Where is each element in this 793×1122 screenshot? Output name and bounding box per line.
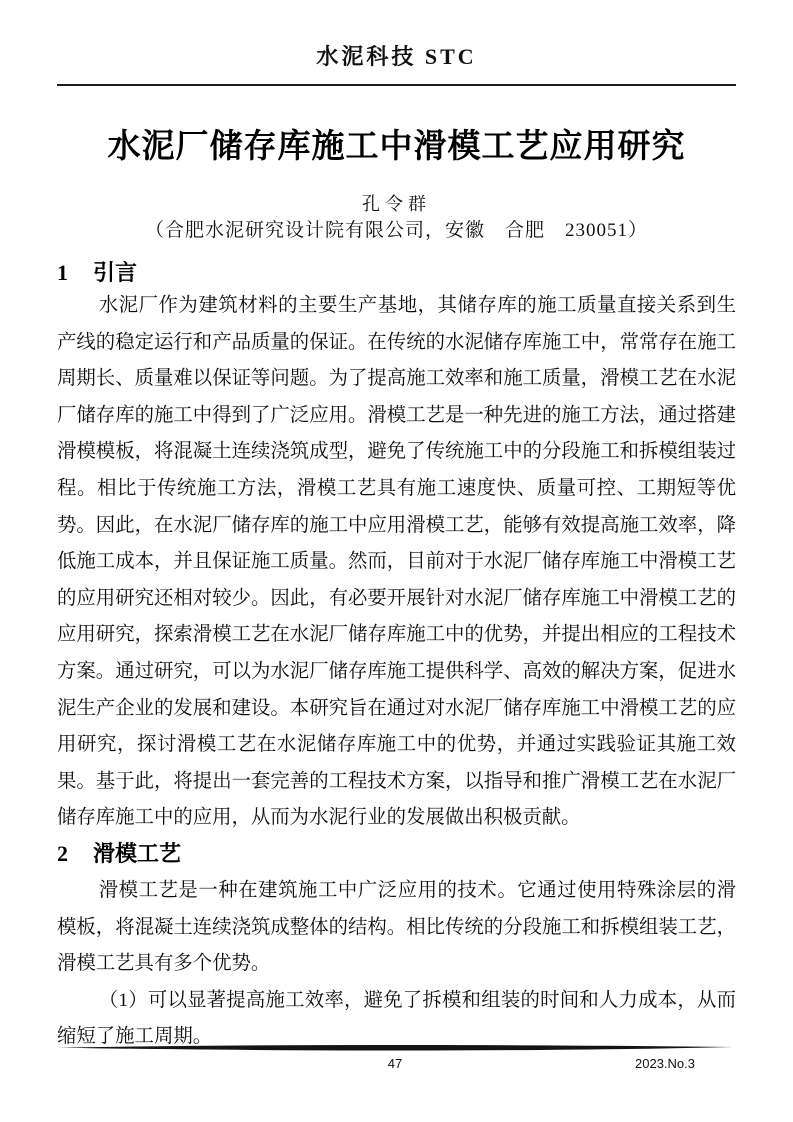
section-paragraph: （1）可以显著提高施工效率，避免了拆模和组装的时间和人力成本，从而缩短了施工周期。 (57, 989, 736, 1048)
page-footer (57, 1044, 733, 1072)
section-title: 引言 (93, 260, 138, 285)
section-paragraph: 滑模工艺是一种在建筑施工中广泛应用的技术。它通过使用特殊涂层的滑模板，将混凝土连续浇筑成整体的结构。相比传统的分段施工和拆模组装工艺，滑模工艺具有多个优势。 (57, 879, 736, 975)
section-title: 滑模工艺 (93, 840, 182, 866)
section-number: 2 (57, 840, 68, 866)
article-author: 孔令群 (362, 194, 431, 214)
footer-row (57, 1056, 733, 1072)
page-number: 47 (387, 1056, 403, 1071)
footer-rule (57, 1044, 733, 1052)
section-heading-2 (57, 839, 736, 869)
journal-masthead: 水泥科技 STC (316, 44, 477, 69)
issue-number: 2023.No.3 (635, 1056, 695, 1071)
article-affiliation: （合肥水泥研究设计院有限公司，安徽 合肥 230051） (144, 220, 648, 241)
article-title: 水泥厂储存库施工中滑模工艺应用研究 (107, 127, 686, 164)
section-heading-1 (57, 258, 736, 288)
header-rule (57, 84, 736, 86)
section-paragraph: 水泥厂作为建筑材料的主要生产基地，其储存库的施工质量直接关系到生产线的稳定运行和产品质量的保证。在传统的水泥储存库施工中，常常存在施工周期长、质量难以保证等问题。为了提高施工效率和施工质量，滑模工艺在水泥厂储存库的施工中得到了广泛应用。滑模工艺是一种先进的施工方法，通过搭建滑模模板，将混凝土连续浇筑成型，避免了传统施工中的分段施工和拆模组装过程。相比于传统施工方法，滑模工艺具有施工速度快、质量可控、工期短等优势。因此，在水泥厂储存库的施工中应用滑模工艺，能够有效提高施工效率，降低施工成本，并且保证施工质量。然而，目前对于水泥厂储存库施工中滑模工艺的应用研究还相对较少。因此，有必要开展针对水泥厂储存库施工中滑模工艺的应用研究，探索滑模工艺在水泥厂储存库施工中的优势，并提出相应的工程技术方案。通过研究，可以为水泥厂储存库施工提供科学、高效的解决方案，促进水泥生产企业的发展和建设。本研究旨在通过对水泥厂储存库施工中滑模工艺的应用研究，探讨滑模工艺在水泥储存库施工中的优势，并通过实践验证其施工效果。基于此，将提出一套完善的工程技术方案，以指导和推广滑模工艺在水泥厂储存库施工中的应用，从而为水泥行业的发展做出积极贡献。 (57, 295, 736, 829)
section-number: 1 (57, 260, 68, 285)
